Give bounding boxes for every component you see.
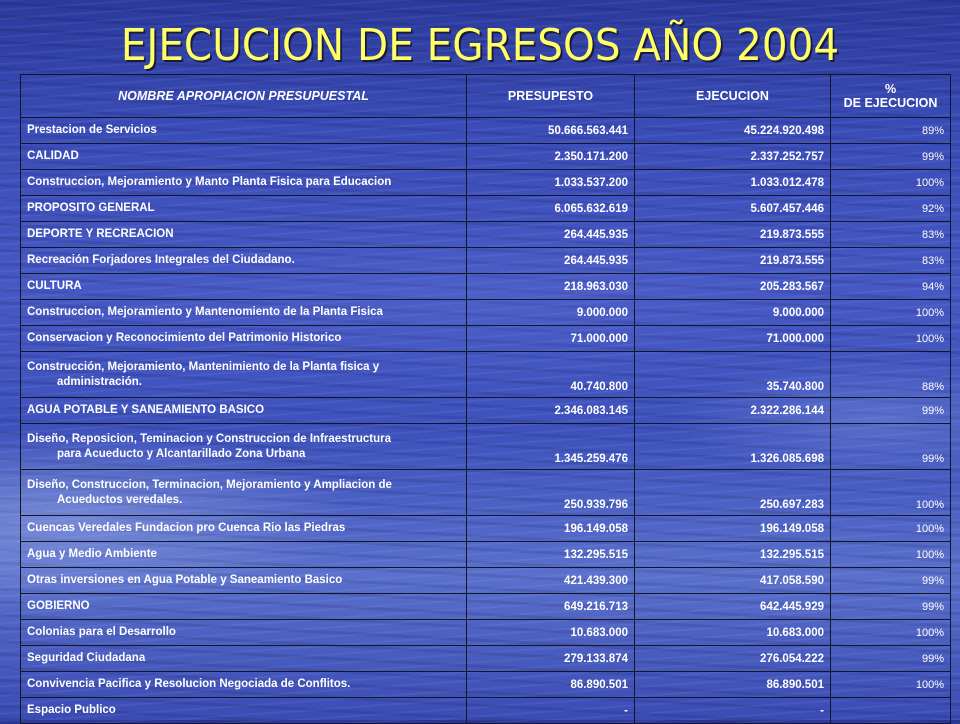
- table-row: [21, 542, 951, 568]
- row-ejecucion: 5.607.457.446: [635, 196, 831, 222]
- row-name: Recreación Forjadores Integrales del Ciudadano.: [27, 254, 295, 266]
- table-row: [21, 398, 951, 424]
- row-percent: 100%: [831, 542, 951, 568]
- row-name-cell: [21, 398, 467, 424]
- row-name-cell: [21, 594, 467, 620]
- row-name-cell: [21, 516, 467, 542]
- row-presupuesto: 279.133.874: [467, 646, 635, 672]
- row-presupuesto: 9.000.000: [467, 300, 635, 326]
- row-presupuesto: 1.345.259.476: [467, 424, 635, 470]
- row-ejecucion: 86.890.501: [635, 672, 831, 698]
- row-percent: 83%: [831, 222, 951, 248]
- table-row: [21, 300, 951, 326]
- row-name: Otras inversiones en Agua Potable y Saneamiento Basico: [27, 574, 343, 586]
- table-row: [21, 646, 951, 672]
- row-ejecucion: 2.322.286.144: [635, 398, 831, 424]
- row-ejecucion: 35.740.800: [635, 352, 831, 398]
- row-ejecucion: 9.000.000: [635, 300, 831, 326]
- row-percent: 99%: [831, 646, 951, 672]
- row-ejecucion: 2.337.252.757: [635, 144, 831, 170]
- table-row: [21, 594, 951, 620]
- row-name: Conservacion y Reconocimiento del Patrimonio Historico: [27, 332, 342, 344]
- row-percent: 99%: [831, 398, 951, 424]
- table-row: [21, 196, 951, 222]
- row-presupuesto: 10.683.000: [467, 620, 635, 646]
- row-name: Cuencas Veredales Fundacion pro Cuenca Rio las Piedras: [27, 522, 346, 534]
- row-name: Construccion, Mejoramiento y Mantenomiento de la Planta Fisica: [27, 306, 383, 318]
- row-name-cell: [21, 672, 467, 698]
- row-name-cell: [21, 300, 467, 326]
- row-presupuesto: 40.740.800: [467, 352, 635, 398]
- row-name-cell: [21, 470, 467, 516]
- table-row: [21, 274, 951, 300]
- header-percent-label: DE EJECUCION: [843, 96, 938, 110]
- row-ejecucion: 417.058.590: [635, 568, 831, 594]
- row-ejecucion: -: [635, 698, 831, 724]
- row-presupuesto: 86.890.501: [467, 672, 635, 698]
- row-percent: 94%: [831, 274, 951, 300]
- row-ejecucion: 1.033.012.478: [635, 170, 831, 196]
- header-name: NOMBRE APROPIACION PRESUPUESTAL: [21, 75, 467, 118]
- row-presupuesto: 264.445.935: [467, 222, 635, 248]
- row-ejecucion: 10.683.000: [635, 620, 831, 646]
- row-name: DEPORTE Y RECREACION: [27, 228, 174, 240]
- row-presupuesto: 6.065.632.619: [467, 196, 635, 222]
- row-ejecucion: 205.283.567: [635, 274, 831, 300]
- row-name-continuation: para Acueducto y Alcantarillado Zona Urbana: [57, 447, 306, 460]
- row-percent: 99%: [831, 568, 951, 594]
- row-presupuesto: 132.295.515: [467, 542, 635, 568]
- row-ejecucion: 196.149.058: [635, 516, 831, 542]
- slide-title: EJECUCION DE EGRESOS AÑO 2004: [120, 20, 840, 71]
- row-name-cell: [21, 352, 467, 398]
- row-name: CALIDAD: [27, 150, 79, 162]
- row-presupuesto: 2.346.083.145: [467, 398, 635, 424]
- table-row: [21, 144, 951, 170]
- row-name: Convivencia Pacifica y Resolucion Negociada de Conflitos.: [27, 678, 351, 690]
- row-name: Construccion, Mejoramiento y Manto Planta Fisica para Educacion: [27, 176, 392, 188]
- row-name-cell: [21, 274, 467, 300]
- row-percent: 100%: [831, 672, 951, 698]
- row-name-cell: [21, 118, 467, 144]
- row-presupuesto: -: [467, 698, 635, 724]
- row-name: Prestacion de Servicios: [27, 124, 157, 136]
- table-row: [21, 326, 951, 352]
- row-ejecucion: 250.697.283: [635, 470, 831, 516]
- row-percent: 83%: [831, 248, 951, 274]
- table-row: [21, 352, 951, 398]
- row-presupuesto: 1.033.537.200: [467, 170, 635, 196]
- row-name: Construcción, Mejoramiento, Mantenimiento de la Planta fisica y: [27, 360, 380, 373]
- row-name: Colonias para el Desarrollo: [27, 626, 176, 638]
- row-name-cell: [21, 424, 467, 470]
- row-ejecucion: 45.224.920.498: [635, 118, 831, 144]
- header-presupuesto: PRESUPESTO: [467, 75, 635, 118]
- row-presupuesto: 264.445.935: [467, 248, 635, 274]
- table-header-row: [21, 75, 951, 118]
- row-percent: 100%: [831, 470, 951, 516]
- row-ejecucion: 276.054.222: [635, 646, 831, 672]
- row-presupuesto: 50.666.563.441: [467, 118, 635, 144]
- budget-execution-table: [20, 74, 951, 724]
- table-row: [21, 516, 951, 542]
- row-ejecucion: 219.873.555: [635, 248, 831, 274]
- row-percent: 92%: [831, 196, 951, 222]
- table-row: [21, 568, 951, 594]
- table-row: [21, 118, 951, 144]
- row-percent: 99%: [831, 594, 951, 620]
- row-presupuesto: 71.000.000: [467, 326, 635, 352]
- row-name: Agua y Medio Ambiente: [27, 548, 157, 560]
- row-name-cell: [21, 248, 467, 274]
- row-ejecucion: 71.000.000: [635, 326, 831, 352]
- row-percent: 100%: [831, 620, 951, 646]
- row-percent: 99%: [831, 424, 951, 470]
- row-name-continuation: Acueductos veredales.: [57, 493, 183, 506]
- header-percent: [831, 75, 951, 118]
- row-presupuesto: 421.439.300: [467, 568, 635, 594]
- row-name-cell: [21, 568, 467, 594]
- table-row: [21, 672, 951, 698]
- row-name: CULTURA: [27, 280, 82, 292]
- row-name: AGUA POTABLE Y SANEAMIENTO BASICO: [27, 404, 265, 416]
- row-presupuesto: 2.350.171.200: [467, 144, 635, 170]
- row-presupuesto: 649.216.713: [467, 594, 635, 620]
- row-percent: 100%: [831, 300, 951, 326]
- row-name-cell: [21, 326, 467, 352]
- row-ejecucion: 1.326.085.698: [635, 424, 831, 470]
- row-name-cell: [21, 542, 467, 568]
- row-name: PROPOSITO GENERAL: [27, 202, 155, 214]
- row-name: Espacio Publico: [27, 704, 116, 716]
- table-row: [21, 170, 951, 196]
- row-presupuesto: 196.149.058: [467, 516, 635, 542]
- table-row: [21, 470, 951, 516]
- row-ejecucion: 642.445.929: [635, 594, 831, 620]
- header-ejecucion: EJECUCION: [635, 75, 831, 118]
- row-name-cell: [21, 196, 467, 222]
- row-presupuesto: 250.939.796: [467, 470, 635, 516]
- row-percent: 100%: [831, 326, 951, 352]
- row-percent: 89%: [831, 118, 951, 144]
- row-percent: 99%: [831, 144, 951, 170]
- table-body: [21, 118, 951, 724]
- row-presupuesto: 218.963.030: [467, 274, 635, 300]
- header-percent-symbol: %: [884, 82, 897, 96]
- row-name: Diseño, Reposicion, Teminacion y Construccion de Infraestructura: [27, 432, 392, 445]
- table-row: [21, 222, 951, 248]
- row-name-cell: [21, 170, 467, 196]
- row-percent: 100%: [831, 516, 951, 542]
- table-row: [21, 248, 951, 274]
- table-row: [21, 424, 951, 470]
- row-percent: 88%: [831, 352, 951, 398]
- row-name-continuation: administración.: [57, 375, 142, 388]
- row-name-cell: [21, 620, 467, 646]
- row-name: Seguridad Ciudadana: [27, 652, 146, 664]
- row-name-cell: [21, 144, 467, 170]
- row-name-cell: [21, 646, 467, 672]
- row-name: Diseño, Construccion, Terminacion, Mejoramiento y Ampliacion de: [27, 478, 392, 491]
- row-percent: 100%: [831, 170, 951, 196]
- row-ejecucion: 132.295.515: [635, 542, 831, 568]
- table-row: [21, 620, 951, 646]
- row-name: GOBIERNO: [27, 600, 90, 612]
- row-name-cell: [21, 222, 467, 248]
- row-ejecucion: 219.873.555: [635, 222, 831, 248]
